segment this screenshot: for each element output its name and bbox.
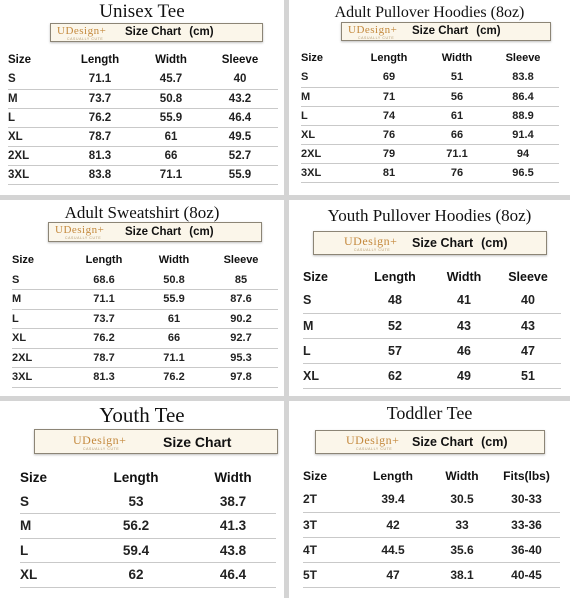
cell-size: 4T	[303, 537, 355, 562]
table-row	[303, 313, 561, 338]
cell-length: 62	[357, 363, 433, 388]
table-row	[12, 368, 278, 388]
cell-sleeve: 43	[495, 313, 561, 338]
panel-youth-pullover-hoodies	[289, 200, 570, 396]
cell-width: 49	[433, 363, 495, 388]
cell-sleeve: 40	[495, 288, 561, 313]
table-row	[8, 70, 278, 89]
size-chart-banner	[34, 429, 278, 454]
table-row	[20, 538, 276, 563]
panel-youth-tee	[0, 401, 284, 598]
brand-logo: UDesign+	[55, 224, 105, 236]
table-row	[303, 338, 561, 363]
cell-sleeve: 91.4	[487, 125, 559, 144]
cell-length: 62	[82, 563, 190, 588]
cell-size: L	[20, 538, 82, 563]
cell-width: 61	[140, 127, 202, 146]
table-row	[20, 489, 276, 514]
cell-size: L	[303, 338, 357, 363]
cell-width: 45.7	[140, 70, 202, 89]
cell-length: 69	[351, 68, 427, 87]
size-chart-label: Size Chart (cm)	[412, 236, 508, 250]
cell-sleeve: 90.2	[204, 309, 278, 329]
cell-size: 2XL	[8, 146, 60, 165]
cell-size: S	[12, 270, 64, 290]
table-row	[301, 87, 559, 106]
cell-width: 41.3	[190, 514, 276, 539]
cell-width: 66	[140, 146, 202, 165]
cell-size: S	[301, 68, 351, 87]
cell-width: 71.1	[140, 165, 202, 184]
size-chart-banner	[315, 430, 545, 454]
table-row	[20, 514, 276, 539]
table-row	[303, 537, 560, 562]
cell-width: 66	[427, 125, 487, 144]
cell-length: 79	[351, 144, 427, 163]
cell-fits: 40-45	[493, 562, 560, 587]
header-length: Length	[374, 269, 416, 284]
panel-adult-sweatshirt	[0, 200, 284, 396]
cell-length: 42	[355, 512, 431, 537]
table-row	[12, 270, 278, 290]
cell-sleeve: 49.5	[202, 127, 278, 146]
size-chart-banner	[313, 231, 547, 255]
cell-length: 76.2	[60, 108, 140, 127]
table-row	[8, 89, 278, 108]
panel-unisex-tee	[0, 0, 284, 195]
cell-sleeve: 96.5	[487, 163, 559, 182]
cell-size: 3XL	[301, 163, 351, 182]
header-width: Width	[445, 468, 479, 483]
cell-length: 68.6	[64, 270, 144, 290]
cell-width: 38.7	[190, 489, 276, 514]
cell-width: 46	[433, 338, 495, 363]
size-table	[303, 464, 560, 588]
table-row	[8, 127, 278, 146]
cell-length: 44.5	[355, 537, 431, 562]
cell-sleeve: 86.4	[487, 87, 559, 106]
cell-length: 39.4	[355, 487, 431, 512]
table-row	[301, 163, 559, 182]
panel-title: Toddler Tee	[386, 403, 473, 423]
header-sleeve: Sleeve	[221, 54, 259, 66]
size-chart-banner	[50, 23, 263, 42]
size-table	[20, 465, 276, 588]
cell-width: 55.9	[140, 108, 202, 127]
cell-size: XL	[20, 563, 82, 588]
brand-logo: UDesign+	[344, 234, 398, 248]
cell-size: L	[12, 309, 64, 329]
header-length: Length	[85, 254, 123, 266]
size-table	[8, 50, 278, 185]
cell-sleeve: 85	[204, 270, 278, 290]
cell-length: 83.8	[60, 165, 140, 184]
size-table	[303, 265, 561, 389]
cell-length: 48	[357, 288, 433, 313]
panel-title: Adult Pullover Hoodies (8oz)	[334, 4, 525, 21]
table-row	[8, 165, 278, 184]
cell-size: M	[12, 290, 64, 310]
header-width: Width	[214, 469, 252, 485]
size-chart-label: Size Chart	[163, 434, 232, 450]
size-chart-label: Size Chart (cm)	[125, 226, 214, 238]
header-size: Size	[303, 468, 328, 483]
header-size: Size	[8, 54, 32, 66]
table-row	[303, 562, 560, 587]
cell-size: 2XL	[12, 348, 64, 368]
table-row	[301, 125, 559, 144]
cell-size: M	[301, 87, 351, 106]
cell-size: S	[303, 288, 357, 313]
cell-sleeve: 46.4	[202, 108, 278, 127]
cell-size: 2T	[303, 487, 355, 512]
cell-size: 2XL	[301, 144, 351, 163]
header-width: Width	[158, 254, 190, 266]
cell-size: 3XL	[12, 368, 64, 388]
cell-fits: 33-36	[493, 512, 560, 537]
cell-size: M	[8, 89, 60, 108]
header-size: Size	[20, 469, 48, 485]
cell-sleeve: 55.9	[202, 165, 278, 184]
cell-length: 71.1	[60, 70, 140, 89]
cell-size: M	[303, 313, 357, 338]
cell-size: L	[301, 106, 351, 125]
cell-size: M	[20, 514, 82, 539]
cell-length: 59.4	[82, 538, 190, 563]
cell-width: 55.9	[144, 290, 204, 310]
table-row	[303, 363, 561, 388]
cell-width: 41	[433, 288, 495, 313]
header-length: Length	[113, 469, 159, 485]
cell-length: 81.3	[60, 146, 140, 165]
table-row	[12, 290, 278, 310]
table-row	[8, 108, 278, 127]
cell-fits: 36-40	[493, 537, 560, 562]
size-chart-label: Size Chart (cm)	[412, 25, 501, 37]
size-table	[12, 250, 278, 388]
table-row	[301, 144, 559, 163]
cell-size: XL	[12, 329, 64, 349]
cell-length: 71.1	[64, 290, 144, 310]
cell-sleeve: 43.2	[202, 89, 278, 108]
cell-size: 5T	[303, 562, 355, 587]
table-row	[12, 329, 278, 349]
cell-width: 51	[427, 68, 487, 87]
brand-logo: UDesign+	[348, 24, 398, 36]
cell-width: 71.1	[144, 348, 204, 368]
cell-length: 73.7	[64, 309, 144, 329]
cell-size: S	[8, 70, 60, 89]
panel-title: Youth Tee	[99, 403, 185, 427]
cell-sleeve: 97.8	[204, 368, 278, 388]
cell-length: 47	[355, 562, 431, 587]
cell-size: L	[8, 108, 60, 127]
brand-tagline: CASUALLY CUTE	[65, 236, 102, 240]
size-chart-banner	[48, 222, 262, 242]
cell-length: 71	[351, 87, 427, 106]
cell-width: 35.6	[431, 537, 493, 562]
cell-length: 78.7	[60, 127, 140, 146]
table-row	[303, 487, 560, 512]
header-fits: Fits(lbs)	[503, 468, 550, 483]
table-row	[8, 146, 278, 165]
header-width: Width	[441, 52, 473, 64]
cell-width: 43.8	[190, 538, 276, 563]
cell-length: 76	[351, 125, 427, 144]
cell-length: 52	[357, 313, 433, 338]
header-size: Size	[12, 254, 35, 266]
cell-length: 81.3	[64, 368, 144, 388]
cell-length: 81	[351, 163, 427, 182]
cell-sleeve: 87.6	[204, 290, 278, 310]
cell-size: 3T	[303, 512, 355, 537]
header-sleeve: Sleeve	[505, 52, 541, 64]
cell-sleeve: 83.8	[487, 68, 559, 87]
cell-length: 76.2	[64, 329, 144, 349]
header-width: Width	[155, 54, 187, 66]
size-table	[301, 48, 559, 183]
cell-width: 76	[427, 163, 487, 182]
cell-width: 56	[427, 87, 487, 106]
cell-width: 50.8	[140, 89, 202, 108]
cell-width: 43	[433, 313, 495, 338]
size-chart-label: Size Chart (cm)	[125, 26, 214, 38]
header-sleeve: Sleeve	[508, 269, 548, 284]
table-row	[303, 512, 560, 537]
table-row	[303, 288, 561, 313]
cell-size: 3XL	[8, 165, 60, 184]
cell-sleeve: 94	[487, 144, 559, 163]
brand-tagline: CASUALLY CUTE	[358, 36, 395, 40]
cell-width: 33	[431, 512, 493, 537]
size-chart-banner	[341, 22, 551, 41]
cell-size: XL	[303, 363, 357, 388]
cell-length: 53	[82, 489, 190, 514]
cell-fits: 30-33	[493, 487, 560, 512]
cell-sleeve: 52.7	[202, 146, 278, 165]
panel-toddler-tee	[289, 401, 570, 598]
cell-length: 78.7	[64, 348, 144, 368]
brand-logo: UDesign+	[346, 433, 400, 447]
table-row	[12, 348, 278, 368]
cell-width: 61	[427, 106, 487, 125]
table-row	[12, 309, 278, 329]
cell-size: XL	[301, 125, 351, 144]
cell-width: 50.8	[144, 270, 204, 290]
cell-length: 56.2	[82, 514, 190, 539]
cell-sleeve: 40	[202, 70, 278, 89]
cell-width: 46.4	[190, 563, 276, 588]
brand-logo: UDesign+	[57, 25, 107, 37]
table-row	[301, 68, 559, 87]
header-length: Length	[370, 52, 408, 64]
brand-logo: UDesign+	[73, 433, 127, 447]
brand-tagline: CASUALLY CUTE	[67, 37, 104, 41]
cell-width: 66	[144, 329, 204, 349]
cell-width: 61	[144, 309, 204, 329]
cell-sleeve: 47	[495, 338, 561, 363]
panel-adult-pullover-hoodies	[289, 0, 570, 195]
brand-tagline: CASUALLY CUTE	[356, 447, 393, 451]
cell-length: 74	[351, 106, 427, 125]
size-chart-label: Size Chart (cm)	[412, 435, 508, 449]
cell-size: S	[20, 489, 82, 514]
header-length: Length	[373, 468, 413, 483]
brand-tagline: CASUALLY CUTE	[354, 248, 391, 252]
cell-sleeve: 51	[495, 363, 561, 388]
cell-sleeve: 95.3	[204, 348, 278, 368]
header-width: Width	[446, 269, 482, 284]
cell-width: 76.2	[144, 368, 204, 388]
header-size: Size	[303, 269, 329, 284]
cell-width: 38.1	[431, 562, 493, 587]
cell-length: 57	[357, 338, 433, 363]
panel-title: Adult Sweatshirt (8oz)	[64, 203, 220, 222]
cell-width: 30.5	[431, 487, 493, 512]
header-sleeve: Sleeve	[223, 254, 259, 266]
table-row	[301, 106, 559, 125]
cell-width: 71.1	[427, 144, 487, 163]
cell-sleeve: 92.7	[204, 329, 278, 349]
panel-title: Unisex Tee	[99, 1, 185, 22]
panel-title: Youth Pullover Hoodies (8oz)	[327, 206, 532, 225]
brand-tagline: CASUALLY CUTE	[83, 447, 120, 451]
cell-sleeve: 88.9	[487, 106, 559, 125]
cell-length: 73.7	[60, 89, 140, 108]
cell-size: XL	[8, 127, 60, 146]
table-row	[20, 563, 276, 588]
header-length: Length	[80, 54, 120, 66]
header-size: Size	[301, 52, 324, 64]
